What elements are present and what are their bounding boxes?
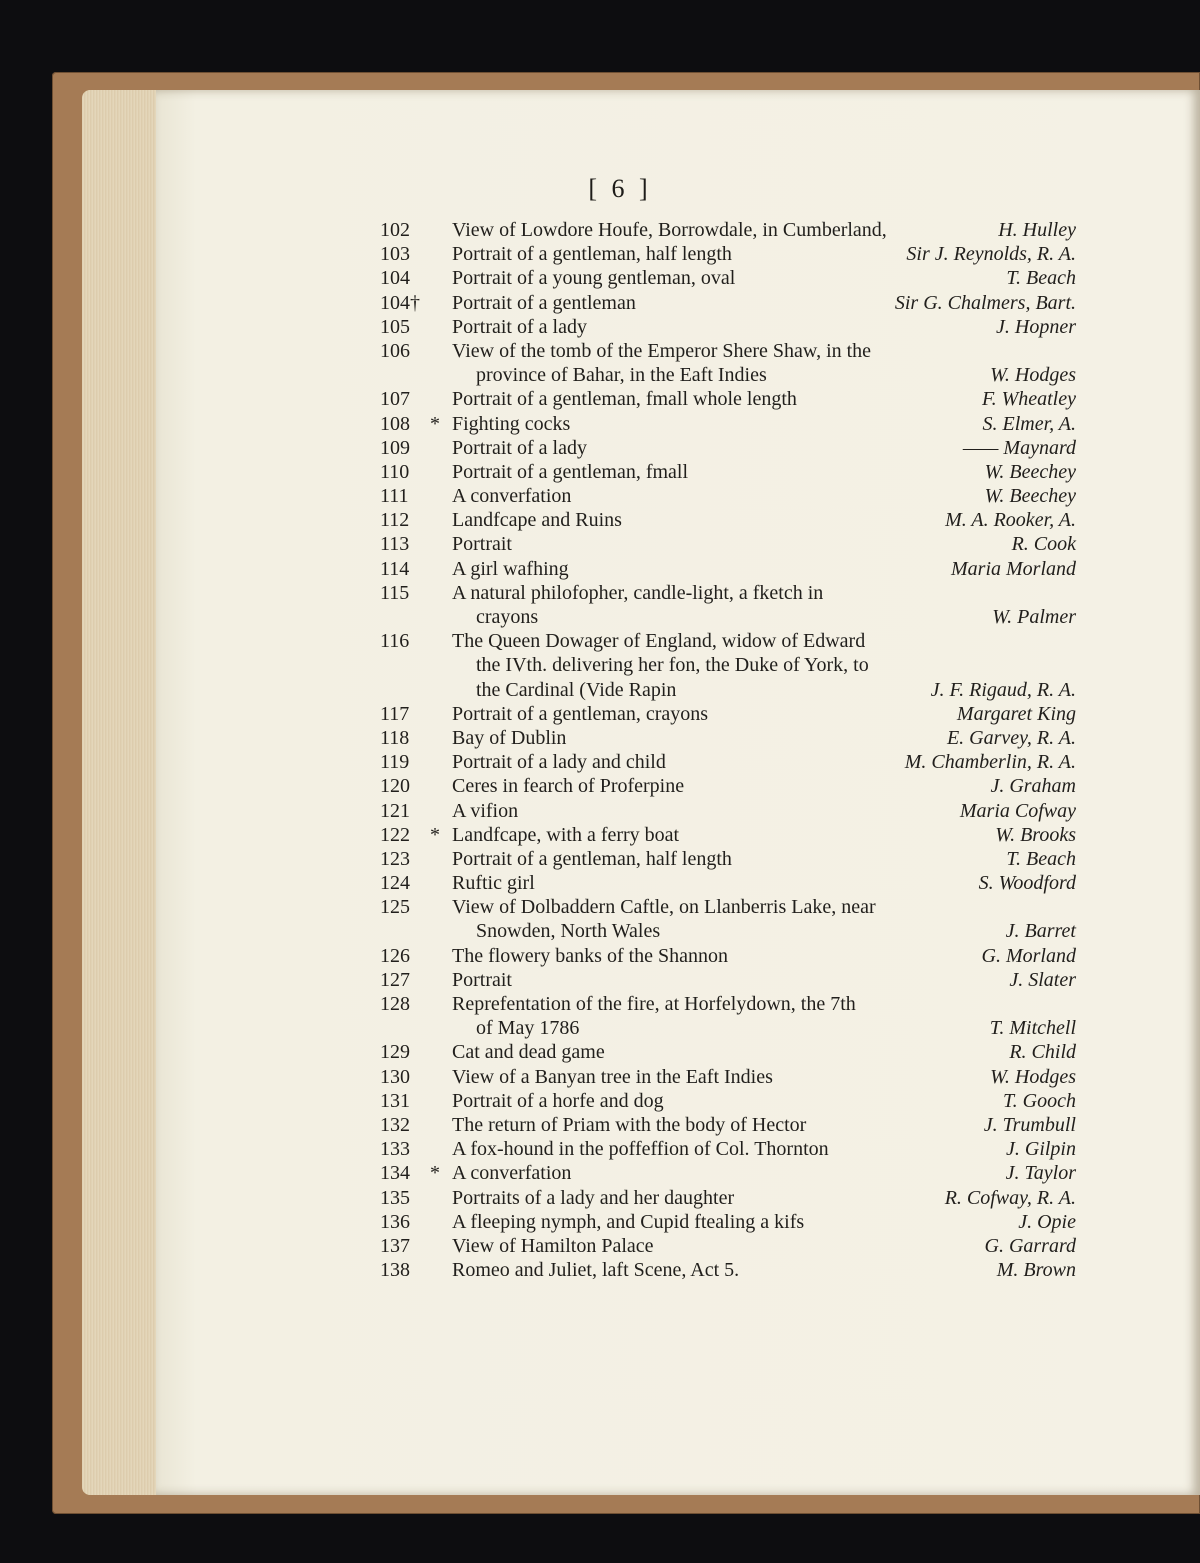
entry-line [376, 629, 1076, 653]
entry-title: Portrait of a gentleman, crayons [452, 702, 709, 725]
entry-title: Romeo and Juliet, laft Scene, Act 5. [452, 1259, 740, 1282]
entry-title: Portrait [452, 533, 512, 556]
catalogue-entry [376, 242, 1076, 266]
entry-title: the Cardinal (Vide Rapin [476, 678, 677, 701]
entry-line [376, 1137, 1076, 1161]
catalogue-entry [376, 1234, 1076, 1258]
entry-artist: W. Palmer [992, 606, 1076, 628]
entry-title: Portrait of a gentleman, fmall [452, 460, 689, 483]
entry-line [376, 436, 1076, 460]
catalogue-entry [376, 847, 1076, 871]
entry-number: 113 [380, 533, 410, 556]
entry-number: 136 [380, 1210, 410, 1233]
entry-title: Portrait of a lady [452, 436, 587, 459]
entry-line [376, 1089, 1076, 1113]
entry-number: 117 [380, 702, 410, 725]
entry-artist: Maria Cofway [959, 799, 1076, 822]
entry-number: 123 [380, 847, 410, 870]
entry-artist: M. Chamberlin, R. A. [904, 751, 1076, 774]
entry-title: Portrait of a horfe and dog [452, 1089, 664, 1112]
catalogue-entry [376, 726, 1076, 750]
entry-artist: —— Maynard [962, 436, 1076, 459]
entry-title: Portrait of a gentleman, fmall whole length [452, 388, 797, 411]
entry-title: Ceres in fearch of Proferpine [452, 775, 685, 798]
entry-artist: W. Hodges [990, 1065, 1076, 1088]
catalogue-entry [376, 460, 1076, 484]
entry-title: A fox-hound in the poffeffion of Col. Thornton [452, 1138, 829, 1161]
entry-title: View of a Banyan tree in the Eaft Indies [452, 1065, 773, 1088]
entry-line [376, 508, 1076, 532]
entry-line [376, 799, 1076, 823]
entry-artist: J. Slater [1009, 968, 1076, 991]
entry-title: of May 1786 [476, 1017, 580, 1040]
entry-title: crayons [476, 606, 539, 628]
entry-title: Snowden, North Wales [476, 920, 661, 943]
catalogue-entry [376, 799, 1076, 823]
catalogue-entry [376, 823, 1076, 847]
entry-line [376, 557, 1076, 581]
catalogue-entry [376, 629, 1076, 702]
page-edges [82, 90, 160, 1495]
catalogue-entry [376, 266, 1076, 290]
entry-number: 112 [380, 509, 410, 532]
entry-number: 138 [380, 1259, 410, 1282]
entry-line [376, 847, 1076, 871]
entry-line [376, 315, 1076, 339]
entry-title: Portrait of a lady [452, 315, 587, 338]
entry-artist: Sir G. Chalmers, Bart. [894, 291, 1076, 314]
entry-artist: E. Garvey, R. A. [946, 726, 1076, 749]
entry-title: View of Lowdore Houfe, Borrowdale, in Cumberland, [452, 219, 887, 241]
entry-line [376, 895, 1076, 919]
entry-number: 104† [380, 291, 420, 314]
entry-title: A vifion [452, 799, 519, 822]
entry-title: Portrait of a gentleman, half length [452, 243, 732, 266]
entry-title: Ruftic girl [452, 872, 535, 895]
entry-artist: Sir J. Reynolds, R. A. [906, 243, 1076, 266]
entry-line [376, 387, 1076, 411]
entry-line [376, 218, 1076, 242]
catalogue-entry [376, 1161, 1076, 1185]
entry-artist: J. F. Rigaud, R. A. [930, 678, 1076, 701]
catalogue-entry [376, 992, 1076, 1040]
entry-artist: W. Beechey [984, 485, 1076, 508]
entry-title: Cat and dead game [452, 1041, 605, 1064]
entry-title: Landfcape, with a ferry boat [452, 823, 680, 846]
entry-artist: S. Woodford [978, 872, 1076, 895]
catalogue-entry [376, 291, 1076, 315]
entry-artist: S. Elmer, A. [982, 412, 1076, 435]
entry-number: 128 [380, 993, 410, 1015]
entry-number: 129 [380, 1041, 410, 1064]
catalogue-entry [376, 944, 1076, 968]
entry-line [376, 484, 1076, 508]
entry-number: 105 [380, 315, 410, 338]
entry-line [376, 363, 1076, 387]
entry-artist: W. Beechey [984, 460, 1076, 483]
entry-title: A converfation [452, 485, 572, 508]
entry-title: A converfation [452, 1162, 572, 1185]
entry-artist: R. Cofway, R. A. [944, 1186, 1076, 1209]
entry-line [376, 581, 1076, 605]
entry-title: The flowery banks of the Shannon [452, 944, 729, 967]
entry-line [376, 968, 1076, 992]
catalogue-entry [376, 1210, 1076, 1234]
catalogue-entry [376, 1040, 1076, 1064]
entry-title: Portrait of a young gentleman, oval [452, 267, 736, 290]
catalogue-entry [376, 218, 1076, 242]
entry-line [376, 1040, 1076, 1064]
entry-title: A girl wafhing [452, 557, 569, 580]
entry-title: Landfcape and Ruins [452, 509, 622, 532]
entry-mark: * [430, 1162, 440, 1185]
entry-line [376, 266, 1076, 290]
catalogue-entry [376, 871, 1076, 895]
entry-artist: J. Barret [1005, 920, 1076, 943]
entry-line [376, 702, 1076, 726]
entry-title: The Queen Dowager of England, widow of Edward [452, 630, 866, 653]
entry-artist: T. Beach [1006, 847, 1076, 870]
entry-artist: J. Graham [990, 775, 1076, 798]
entry-artist: G. Morland [981, 944, 1076, 967]
entry-artist: J. Hopner [996, 315, 1076, 338]
entry-number: 122 [380, 823, 410, 846]
catalogue-entry [376, 484, 1076, 508]
entry-line [376, 726, 1076, 750]
entry-line [376, 605, 1076, 629]
entry-mark: * [430, 823, 440, 846]
entry-number: 137 [380, 1234, 410, 1257]
entry-line [376, 653, 1076, 677]
entry-artist: H. Hulley [998, 219, 1076, 241]
entry-number: 104 [380, 267, 410, 290]
catalogue-entry [376, 1258, 1076, 1282]
entry-line [376, 1234, 1076, 1258]
page-number-header: [ 6 ] [588, 174, 652, 203]
entry-title: province of Bahar, in the Eaft Indies [476, 364, 767, 387]
entry-title: View of Dolbaddern Caftle, on Llanberris Lake, near [452, 896, 876, 919]
entry-line [376, 871, 1076, 895]
entry-artist: M. Brown [996, 1259, 1076, 1282]
entry-number: 121 [380, 799, 410, 822]
entry-artist: R. Child [1009, 1041, 1076, 1064]
entry-line [376, 1210, 1076, 1234]
entry-number: 103 [380, 243, 410, 266]
catalogue-entry [376, 774, 1076, 798]
entry-number: 134 [380, 1162, 410, 1185]
catalogue-entry [376, 581, 1076, 629]
entry-line [376, 919, 1076, 943]
entry-number: 102 [380, 219, 410, 241]
entry-line [376, 1161, 1076, 1185]
entry-artist: J. Taylor [1005, 1162, 1076, 1185]
entry-artist: Margaret King [956, 702, 1076, 725]
entry-line [376, 1258, 1076, 1282]
entry-title: View of Hamilton Palace [452, 1234, 654, 1257]
entry-line [376, 291, 1076, 315]
catalogue-entry [376, 1137, 1076, 1161]
entry-title: Bay of Dublin [452, 726, 567, 749]
entry-artist: J. Gilpin [1006, 1138, 1076, 1161]
catalogue-entry [376, 702, 1076, 726]
catalogue-entry [376, 339, 1076, 387]
entry-number: 124 [380, 872, 410, 895]
entry-number: 135 [380, 1186, 410, 1209]
catalogue-entry [376, 1089, 1076, 1113]
entry-line [376, 774, 1076, 798]
catalogue-entry [376, 315, 1076, 339]
entry-title: Portrait of a gentleman, half length [452, 847, 732, 870]
catalogue-entry [376, 412, 1076, 436]
entry-number: 126 [380, 944, 410, 967]
entry-line [376, 339, 1076, 363]
catalogue-entry [376, 1186, 1076, 1210]
entry-title: Fighting cocks [452, 412, 571, 435]
entry-line [376, 532, 1076, 556]
entry-title: The return of Priam with the body of Hector [452, 1113, 807, 1136]
entry-title: the IVth. delivering her fon, the Duke of York, to [476, 654, 869, 677]
entry-line [376, 678, 1076, 702]
entry-artist: J. Opie [1018, 1210, 1076, 1233]
entry-title: Portrait of a gentleman [452, 291, 636, 314]
entry-artist: W. Hodges [990, 364, 1076, 387]
catalogue-entry [376, 895, 1076, 943]
entry-line [376, 944, 1076, 968]
entry-number: 132 [380, 1113, 410, 1136]
entry-number: 130 [380, 1065, 410, 1088]
catalogue-entry [376, 1113, 1076, 1137]
entry-line [376, 992, 1076, 1016]
catalogue-entry [376, 436, 1076, 460]
catalogue-entry [376, 387, 1076, 411]
entry-number: 125 [380, 896, 410, 919]
entry-line [376, 823, 1076, 847]
catalogue-entry [376, 532, 1076, 556]
entry-line [376, 1186, 1076, 1210]
entry-artist: W. Brooks [995, 823, 1076, 846]
entry-number: 127 [380, 968, 410, 991]
entry-number: 114 [380, 557, 410, 580]
entry-number: 116 [380, 630, 410, 653]
entry-line [376, 1016, 1076, 1040]
entry-artist: T. Mitchell [989, 1017, 1076, 1040]
entry-artist: Maria Morland [951, 557, 1076, 580]
entry-line [376, 460, 1076, 484]
entry-title: Portrait [452, 968, 512, 991]
entry-artist: M. A. Rooker, A. [945, 509, 1076, 532]
entry-number: 111 [380, 485, 409, 508]
entry-title: A natural philofopher, candle-light, a fketch in [452, 581, 824, 604]
entry-line [376, 1113, 1076, 1137]
catalogue-entry [376, 968, 1076, 992]
entry-number: 108 [380, 412, 410, 435]
entry-title: View of the tomb of the Emperor Shere Shaw, in the [452, 339, 872, 362]
entry-line [376, 1065, 1076, 1089]
entry-artist: J. Trumbull [983, 1113, 1076, 1136]
entry-line [376, 242, 1076, 266]
entry-line [376, 750, 1076, 774]
entry-number: 131 [380, 1089, 410, 1112]
entry-artist: T. Beach [1006, 267, 1076, 290]
catalogue-entries [376, 218, 1076, 1282]
catalogue-entry [376, 508, 1076, 532]
catalogue-entry [376, 1065, 1076, 1089]
entry-number: 118 [380, 726, 410, 749]
entry-artist: R. Cook [1011, 533, 1076, 556]
entry-number: 106 [380, 339, 410, 362]
entry-number: 107 [380, 388, 410, 411]
entry-title: A fleeping nymph, and Cupid ftealing a kifs [452, 1210, 805, 1233]
entry-artist: T. Gooch [1003, 1089, 1076, 1112]
entry-number: 109 [380, 436, 410, 459]
entry-number: 120 [380, 775, 410, 798]
entry-title: Portrait of a lady and child [452, 751, 666, 774]
entry-number: 133 [380, 1138, 410, 1161]
entry-title: Portraits of a lady and her daughter [452, 1186, 735, 1209]
entry-title: Reprefentation of the fire, at Horfelydown, the 7th [452, 993, 856, 1015]
entry-number: 115 [380, 581, 410, 604]
entry-mark: * [430, 412, 440, 435]
catalogue-entry [376, 750, 1076, 774]
entry-artist: G. Garrard [984, 1234, 1076, 1257]
entry-number: 110 [380, 460, 410, 483]
entry-artist: F. Wheatley [981, 388, 1076, 411]
entry-line [376, 412, 1076, 436]
catalogue-entry [376, 557, 1076, 581]
entry-number: 119 [380, 751, 410, 774]
